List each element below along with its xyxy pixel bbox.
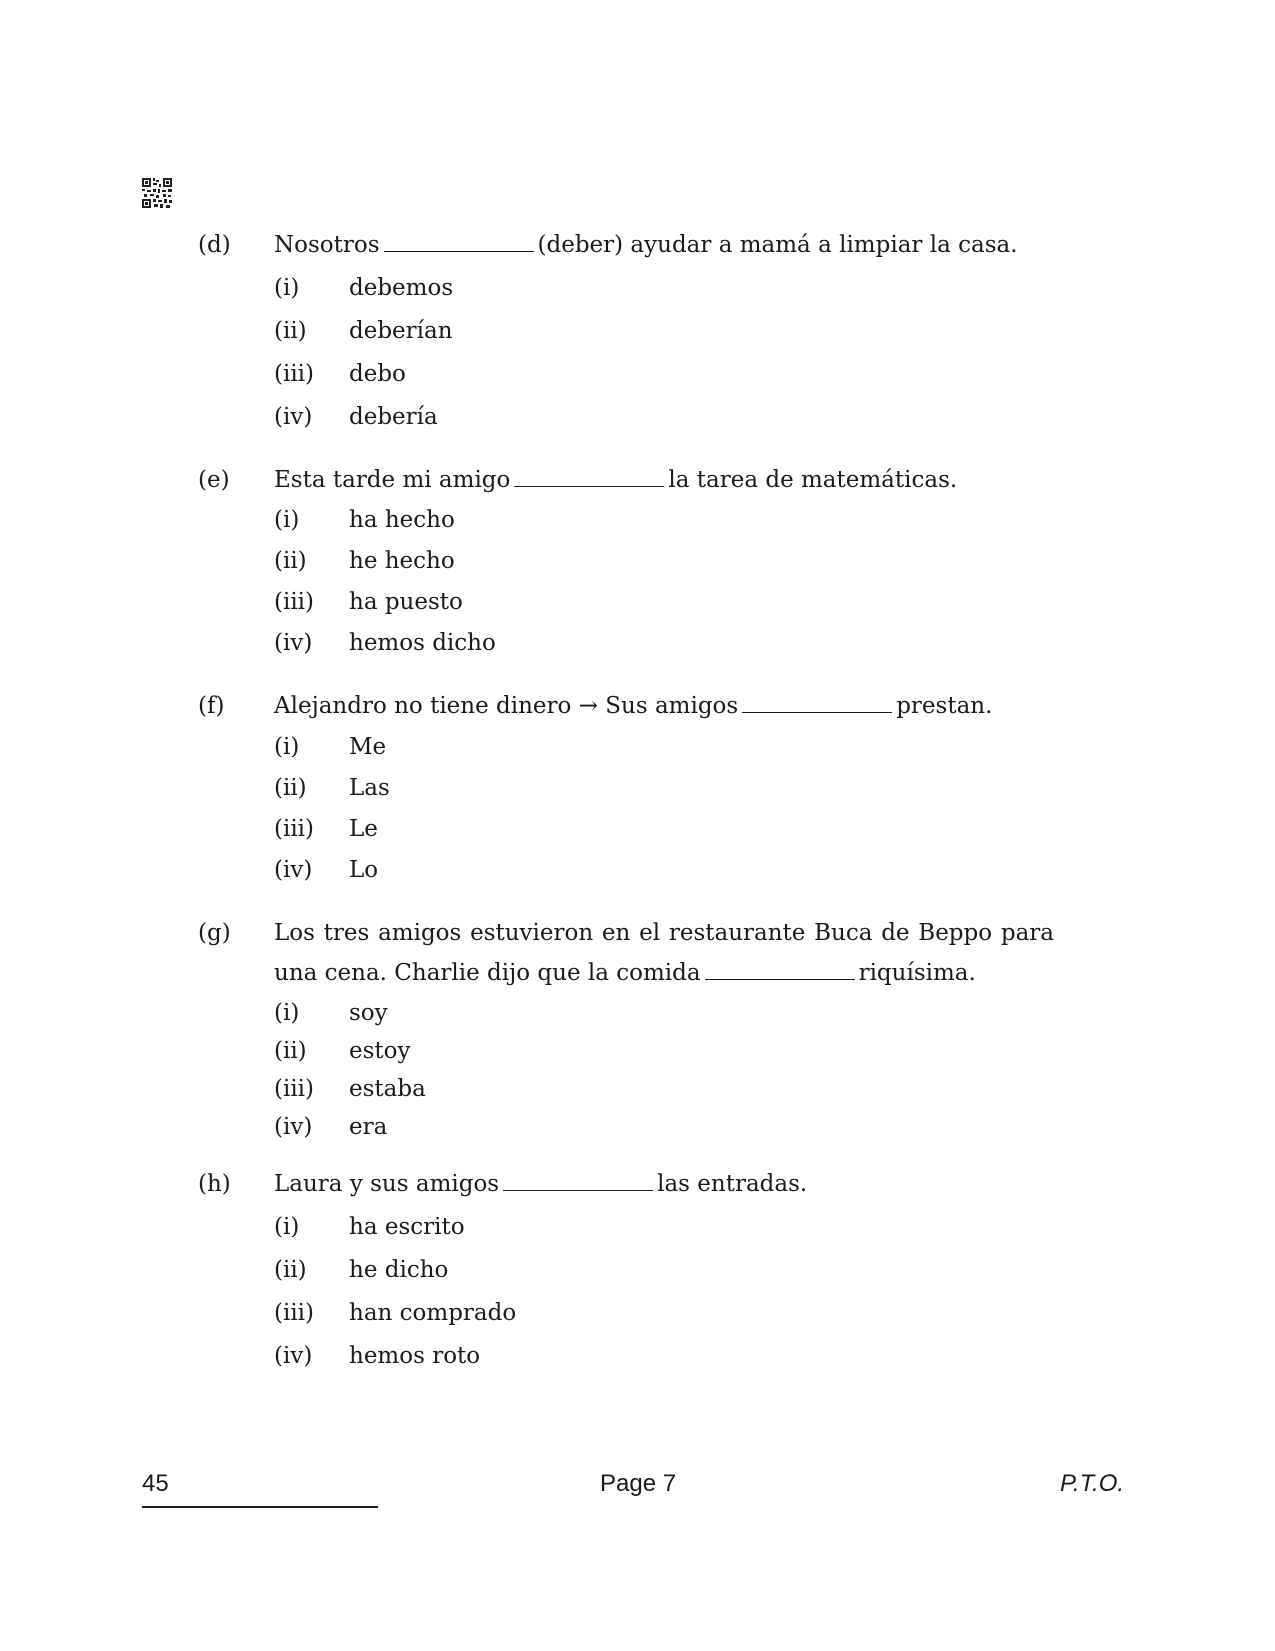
option-item [274,768,974,809]
option-text: estaba [349,1076,426,1102]
option-number: (i) [274,275,300,301]
option-number: (ii) [274,1257,307,1283]
option-text: he dicho [349,1257,449,1283]
option-text: hemos roto [349,1343,481,1369]
options-list [274,1206,974,1378]
answer-blank [742,690,892,713]
question-label: (f) [198,693,225,719]
stem-text-after: (deber) ayudar a mamá a limpiar la casa. [537,232,1018,258]
question-stem [274,686,1078,726]
option-number: (i) [274,1000,300,1026]
pto-label: P.T.O. [1060,1470,1125,1497]
option-item [274,994,974,1032]
option-number: (iv) [274,1343,313,1369]
question-label: (g) [198,920,231,946]
option-item [274,1108,974,1146]
option-text: debo [349,361,406,387]
option-number: (iii) [274,816,315,842]
option-item [274,310,974,353]
question-stem [274,225,1078,265]
option-item [274,1292,974,1335]
option-number: (iv) [274,1114,313,1140]
option-text: soy [349,1000,388,1026]
option-number: (iv) [274,630,313,656]
stem-text-before: Esta tarde mi amigo [274,467,511,493]
option-item [274,1032,974,1070]
option-text: han comprado [349,1300,517,1326]
option-item [274,267,974,310]
question-stem [274,460,1078,500]
option-number: (iv) [274,404,313,430]
stem-text-before: Nosotros [274,232,380,258]
page-number: Page 7 [600,1470,677,1497]
footer-rule [142,1506,378,1508]
option-number: (iii) [274,589,315,615]
stem-text-before: Los tres amigos estuvieron en el restaurante Buca de Beppo para una cena. Charlie dijo que la comida [274,920,1054,986]
option-number: (iv) [274,857,313,883]
stem-text-after: riquísima. [858,960,976,986]
options-list [274,994,974,1146]
option-text: ha puesto [349,589,463,615]
qr-code-icon [142,178,172,208]
option-text: ha hecho [349,507,455,533]
option-text: hemos dicho [349,630,496,656]
question-stem [274,913,1054,993]
option-item [274,582,974,623]
option-item [274,809,974,850]
option-text: debemos [349,275,454,301]
option-number: (i) [274,1214,300,1240]
option-item [274,850,974,891]
option-text: Le [349,816,378,842]
option-number: (iii) [274,1076,315,1102]
option-number: (i) [274,734,300,760]
option-item [274,1249,974,1292]
option-item [274,623,974,664]
answer-blank [503,1168,653,1191]
stem-text-after: las entradas. [657,1171,808,1197]
option-item [274,353,974,396]
question-label: (h) [198,1171,231,1197]
option-item [274,1070,974,1108]
paper-code: 45 [142,1470,169,1497]
answer-blank [384,229,534,252]
option-number: (ii) [274,775,307,801]
option-item [274,396,974,439]
option-text: Me [349,734,387,760]
options-list [274,727,974,891]
option-number: (i) [274,507,300,533]
answer-blank [705,957,855,980]
stem-text-before: Alejandro no tiene dinero → Sus amigos [274,693,739,719]
option-number: (ii) [274,548,307,574]
option-number: (iii) [274,1300,315,1326]
option-number: (ii) [274,318,307,344]
question-stem [274,1164,1078,1204]
option-text: debería [349,404,438,430]
option-number: (ii) [274,1038,307,1064]
option-text: era [349,1114,388,1140]
stem-text-after: prestan. [896,693,993,719]
answer-blank [514,464,664,487]
option-item [274,541,974,582]
options-list [274,500,974,664]
question-label: (d) [198,232,231,258]
option-item [274,727,974,768]
options-list [274,267,974,439]
option-item [274,500,974,541]
option-item [274,1335,974,1378]
option-text: Las [349,775,390,801]
option-text: he hecho [349,548,455,574]
option-text: estoy [349,1038,411,1064]
stem-text-before: Laura y sus amigos [274,1171,500,1197]
option-number: (iii) [274,361,315,387]
option-text: deberían [349,318,453,344]
option-text: Lo [349,857,379,883]
option-item [274,1206,974,1249]
option-text: ha escrito [349,1214,465,1240]
stem-text-after: la tarea de matemáticas. [668,467,958,493]
question-label: (e) [198,467,230,493]
